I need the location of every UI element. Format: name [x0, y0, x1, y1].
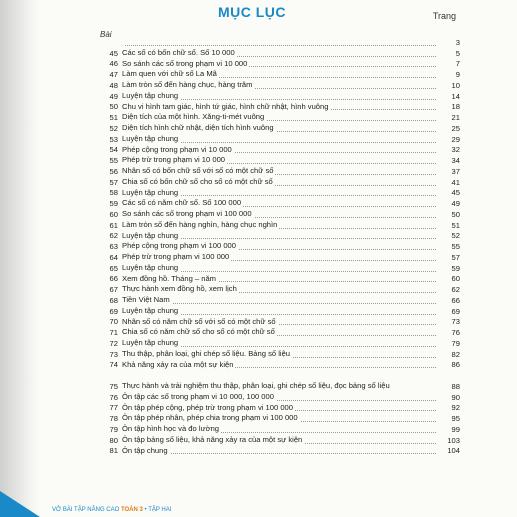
toc-row[interactable]: [100, 263, 460, 274]
lesson-number: 80: [109, 435, 118, 445]
lesson-number: 68: [109, 295, 118, 305]
lesson-title: Luyện tập chung: [122, 133, 179, 143]
lesson-number: 59: [109, 199, 118, 208]
toc-row[interactable]: [100, 188, 460, 199]
page-number: 88: [451, 381, 460, 391]
lesson-title: Các số có bốn chữ số. Số 10 000: [122, 47, 235, 57]
toc-sheet: [42, 0, 462, 510]
dot-leader: [122, 45, 436, 46]
lesson-number: 72: [109, 338, 118, 348]
lesson-number: 66: [109, 274, 118, 284]
lesson-title: Ôn tập bảng số liệu, khả năng xảy ra của một sự kiện: [122, 434, 303, 444]
page-number: 86: [451, 360, 460, 370]
lesson-number: 76: [109, 392, 118, 402]
page-number: 69: [451, 306, 460, 316]
lesson-number: 75: [109, 381, 118, 391]
lesson-number: 65: [109, 263, 118, 273]
toc-row[interactable]: [100, 338, 460, 349]
lesson-number: 71: [109, 328, 118, 337]
toc-row[interactable]: [100, 166, 460, 177]
lesson-title: Xem đồng hồ. Tháng – năm: [122, 273, 217, 283]
page-number: 51: [451, 220, 460, 230]
lesson-title: Ôn tập phép nhân, phép chia trong phạm vi 100 000: [122, 413, 298, 423]
lesson-title: Phép trừ trong phạm vi 10 000: [122, 155, 226, 165]
lesson-title: Ôn tập các số trong phạm vi 10 000, 100 000: [122, 391, 274, 401]
corner-decoration: [0, 491, 40, 517]
lesson-title: Luyện tập chung: [122, 338, 179, 347]
page-gutter-shadow: [0, 0, 40, 517]
lesson-number: 46: [109, 59, 118, 69]
lesson-number: 73: [109, 349, 118, 359]
lesson-title: Ôn tập phép cộng, phép trừ trong phạm vi 100 000: [122, 402, 293, 412]
toc-row[interactable]: [100, 145, 460, 156]
toc-row[interactable]: [100, 435, 460, 446]
page-number: 55: [451, 242, 460, 251]
lesson-title: Luyện tập chung: [122, 230, 179, 240]
toc-row[interactable]: [100, 317, 460, 328]
lesson-number: 60: [109, 209, 118, 219]
page-number: 10: [451, 80, 460, 90]
lesson-number: 47: [109, 70, 118, 79]
page-number: 66: [451, 295, 460, 305]
page-number: 103: [447, 435, 460, 445]
lesson-number: 78: [109, 414, 118, 423]
lesson-title: Làm tròn số đến hàng chục, hàng trăm: [122, 80, 253, 89]
toc-row[interactable]: [100, 91, 460, 102]
lesson-title: Chia số có năm chữ số cho số có một chữ số: [122, 327, 275, 337]
toc-row[interactable]: [100, 403, 460, 414]
page-column-label: Trang: [432, 11, 456, 21]
toc-row[interactable]: [100, 241, 460, 252]
page-number: 57: [451, 252, 460, 262]
toc-row[interactable]: [100, 295, 460, 306]
lesson-title: Luyện tập chung: [122, 305, 179, 315]
footer-volume: • TẬP HAI: [144, 507, 172, 513]
lesson-number: 77: [109, 403, 118, 413]
lesson-title: Thực hành và trải nghiệm thu thập, phân loại, ghi chép số liệu, đọc bảng số liệu: [122, 381, 390, 390]
page-number: 95: [451, 414, 460, 423]
toc-row[interactable]: [100, 102, 460, 113]
lesson-title: Khả năng xảy ra của một sự kiện: [122, 359, 234, 369]
page-number: 104: [447, 446, 460, 456]
lesson-title: Ôn tập hình học và đo lường: [122, 424, 220, 433]
toc-row[interactable]: [100, 177, 460, 188]
page-number: 62: [451, 285, 460, 294]
page-number: 45: [451, 188, 460, 198]
lesson-column-label: Bài: [100, 30, 112, 39]
footer: [52, 507, 171, 513]
toc-row[interactable]: [100, 424, 460, 435]
page-number: 32: [451, 145, 460, 155]
toc-row[interactable]: [100, 284, 460, 295]
page-number: 82: [451, 349, 460, 359]
lesson-number: 56: [109, 166, 118, 176]
lesson-number: 67: [109, 285, 118, 294]
lesson-number: 61: [109, 220, 118, 230]
toc-row[interactable]: [100, 370, 460, 392]
lesson-title: Thực hành xem đồng hồ, xem lịch: [122, 284, 237, 294]
page-number: 92: [451, 403, 460, 413]
lesson-number: 54: [109, 145, 118, 155]
page-number: 18: [451, 102, 460, 112]
toc-row[interactable]: [100, 37, 460, 48]
lesson-number: 58: [109, 188, 118, 198]
toc-row[interactable]: [100, 59, 460, 70]
footer-text: VỞ BÀI TẬP NÂNG CAO: [52, 507, 120, 513]
lesson-title: Làm quen với chữ số La Mã: [122, 69, 217, 79]
lesson-number: 57: [109, 177, 118, 187]
toc-row[interactable]: [100, 48, 460, 59]
lesson-title: Phép trừ trong phạm vi 100 000: [122, 252, 230, 261]
lesson-number: 51: [109, 113, 118, 122]
lesson-title: Nhân số có năm chữ số với số có một chữ số: [122, 316, 276, 326]
lesson-title: Tiền Việt Nam: [122, 295, 170, 304]
toc-row[interactable]: [100, 360, 460, 371]
page-title: MỤC LỤC: [217, 4, 287, 20]
lesson-number: 48: [109, 80, 118, 90]
toc-row[interactable]: [100, 198, 460, 209]
lesson-title: Phép cộng trong phạm vi 100 000: [122, 241, 236, 251]
lesson-title: Diện tích hình chữ nhật, diện tích hình vuông: [122, 123, 274, 132]
toc-row[interactable]: [100, 209, 460, 220]
toc-row[interactable]: [100, 220, 460, 231]
lesson-number: 55: [109, 156, 118, 165]
toc-list: [100, 37, 460, 456]
toc-row[interactable]: [100, 392, 460, 403]
page-number: 59: [451, 263, 460, 273]
page-number: 25: [451, 123, 460, 133]
toc-row[interactable]: [100, 349, 460, 360]
page-number: 41: [451, 177, 460, 187]
lesson-number: 69: [109, 306, 118, 316]
lesson-number: 50: [109, 102, 118, 112]
page-number: 5: [455, 48, 460, 58]
lesson-number: 52: [109, 123, 118, 133]
page-number: 50: [451, 209, 460, 219]
toc-row[interactable]: [100, 155, 460, 166]
page-number: 49: [451, 199, 460, 208]
toc-row[interactable]: [100, 274, 460, 285]
toc-row[interactable]: [100, 69, 460, 80]
page-number: 37: [451, 166, 460, 176]
toc-row[interactable]: [100, 446, 460, 457]
lesson-title: Luyện tập chung: [122, 262, 179, 272]
lesson-title: Luyện tập chung: [122, 90, 179, 100]
toc-row[interactable]: [100, 134, 460, 145]
lesson-number: 79: [109, 424, 118, 434]
lesson-title: Nhân số có bốn chữ số với số có một chữ số: [122, 166, 274, 175]
toc-row[interactable]: [100, 306, 460, 317]
page-number: 99: [451, 424, 460, 434]
toc-row[interactable]: [100, 80, 460, 91]
lesson-number: 62: [109, 231, 118, 241]
lesson-number: 64: [109, 252, 118, 262]
lesson-title: Làm tròn số đến hàng nghìn, hàng chục nghìn: [122, 219, 278, 229]
lesson-title: Luyện tập chung: [122, 187, 179, 197]
lesson-title: [122, 37, 124, 46]
toc-row[interactable]: [100, 327, 460, 338]
lesson-number: 53: [109, 134, 118, 144]
lesson-title: Diện tích của một hình. Xăng-ti-mét vuông: [122, 112, 265, 122]
page-number: 34: [451, 156, 460, 165]
lesson-number: 63: [109, 242, 118, 251]
page-number: 14: [451, 91, 460, 101]
page-number: 7: [455, 59, 460, 69]
lesson-title: Ôn tập chung: [122, 445, 168, 455]
lesson-title: Thu thập, phân loại, ghi chép số liệu. Bảng số liệu: [122, 348, 291, 358]
page-number: 90: [451, 392, 460, 402]
page-number: 3: [455, 37, 460, 47]
toc-row[interactable]: [100, 413, 460, 424]
toc-row[interactable]: [100, 112, 460, 123]
page-number: 76: [451, 328, 460, 337]
page-number: 21: [451, 113, 460, 122]
page-number: 9: [455, 70, 460, 79]
lesson-number: 45: [109, 48, 118, 58]
lesson-title: Các số có năm chữ số. Số 100 000: [122, 198, 242, 208]
page-number: 79: [451, 338, 460, 348]
lesson-title: Chu vi hình tam giác, hình tứ giác, hình chữ nhật, hình vuông: [122, 101, 329, 111]
lesson-title: So sánh các số trong phạm vi 100 000: [122, 209, 252, 218]
toc-row[interactable]: [100, 252, 460, 263]
lesson-number: 70: [109, 317, 118, 327]
lesson-number: 81: [109, 446, 118, 456]
lesson-number: 74: [109, 360, 118, 370]
lesson-number: 49: [109, 91, 118, 101]
page-number: 73: [451, 317, 460, 327]
page-number: 29: [451, 134, 460, 144]
lesson-title: Chia số có bốn chữ số cho số có một chữ số: [122, 176, 273, 186]
lesson-title: So sánh các số trong phạm vi 10 000: [122, 58, 248, 68]
page-number: 60: [451, 274, 460, 284]
toc-row[interactable]: [100, 231, 460, 242]
lesson-title: Phép cộng trong phạm vi 10 000: [122, 144, 232, 154]
footer-subject: TOÁN 3: [120, 507, 143, 513]
page-number: 52: [451, 231, 460, 241]
toc-row[interactable]: [100, 123, 460, 134]
